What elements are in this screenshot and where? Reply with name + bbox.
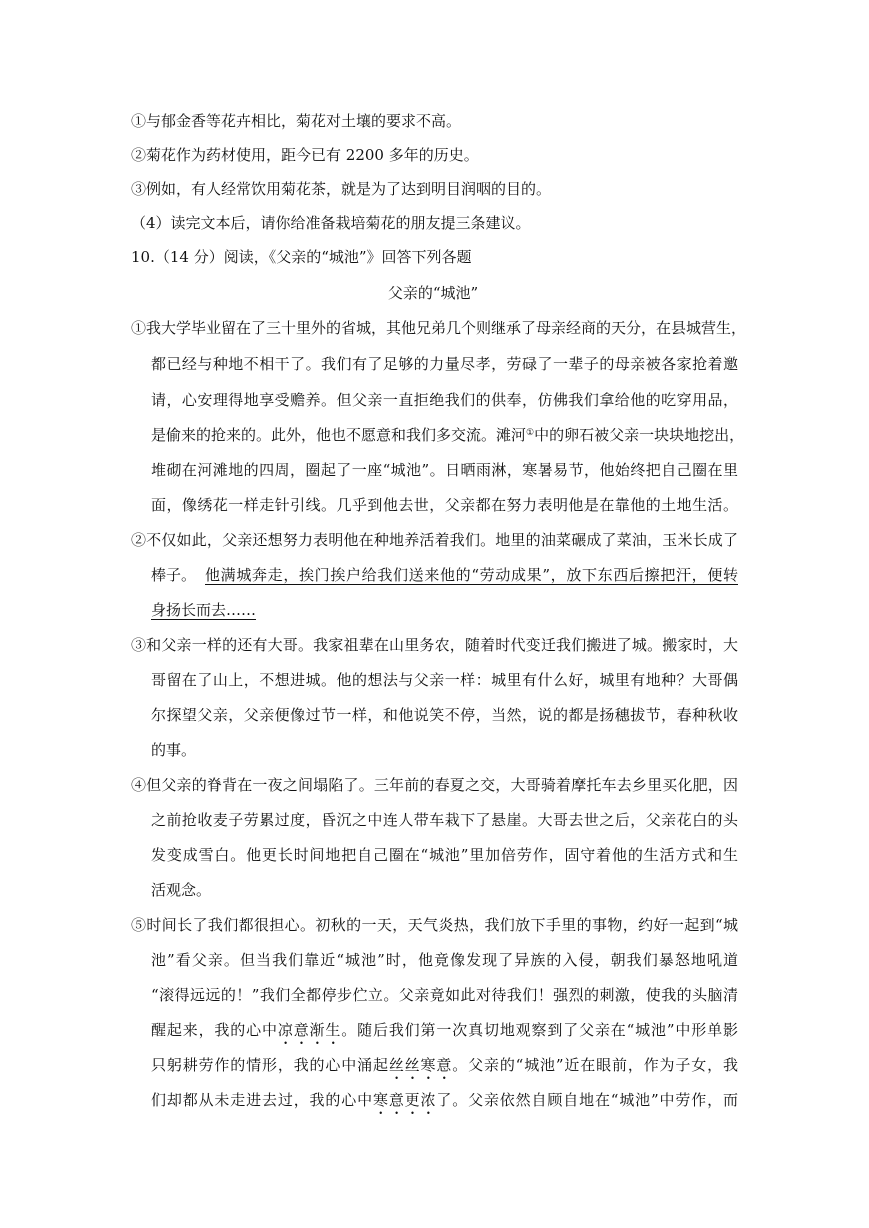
- paragraph-2-line: ②不仅如此，父亲还想努力表明他在种地养活着我们。地里的油菜碾成了菜油，玉米长成了: [131, 531, 738, 549]
- underlined-sentence: 身扬长而去……: [151, 601, 257, 619]
- paragraph-3-line: ③和父亲一样的还有大哥。我家祖辈在山里务农，随着时代变迁我们搬进了城。搬家时，大: [131, 636, 738, 654]
- article-title: 父亲的“城池”: [387, 284, 479, 302]
- paragraph-1-line: 都已经与种地不相干了。我们有了足够的力量尽孝，劳碌了一辈子的母亲被各家抢着邀: [151, 355, 738, 373]
- paragraph-5-line: 池”看父亲。但当我们靠近“城池”时，他竟像发现了异族的入侵，朝我们暴怒地吼道: [151, 951, 738, 969]
- paragraph-5-text: 们却都从未走进去过，我的心中: [151, 1091, 373, 1109]
- paragraph-4-line: 发变成雪白。他更长时间地把自己圈在“城池”里加倍劳作，固守着他的生活方式和生: [151, 846, 738, 864]
- paragraph-1-line: 堆砌在河滩地的四周，圈起了一座“城池”。日晒雨淋，寒暑易节，他始终把自己圈在里: [151, 461, 738, 479]
- dotted-phrase: 丝丝寒意: [388, 1056, 453, 1074]
- footnote-marker: ①: [526, 428, 535, 438]
- option-3: ③例如，有人经常饮用菊花茶，就是为了达到明目润咽的目的。: [131, 180, 552, 198]
- paragraph-1-text: 中的卵石被父亲一块块地挖出，: [534, 426, 745, 444]
- dotted-phrase: 凉意渐生: [277, 1021, 342, 1039]
- paragraph-2-text: 棒子。: [151, 566, 197, 584]
- paragraph-3-line: 尔探望父亲，父亲便像过节一样，和他说笑不停，当然，说的都是扬穗拔节，春种秋收: [151, 706, 738, 724]
- paragraph-5-line: [151, 1020, 738, 1048]
- paragraph-3-line: 的事。: [151, 741, 197, 759]
- paragraph-5-text: 。父亲的“城池”近在眼前，作为子女，我: [452, 1056, 738, 1074]
- question-10: 10.（14 分）阅读，《父亲的“城池”》回答下列各题: [131, 248, 472, 266]
- paragraph-1-line: ①我大学毕业留在了三十里外的省城，其他兄弟几个则继承了母亲经商的天分，在县城营生，: [131, 319, 747, 337]
- paragraph-5-line: ⑤时间长了我们都很担心。初秋的一天，天气炎热，我们放下手里的事物，约好一起到“城: [131, 916, 738, 934]
- paragraph-4-line: 之前抢收麦子劳累过度，昏沉之中连人带车栽下了悬崖。大哥去世之后，父亲花白的头: [151, 811, 738, 829]
- paragraph-4-line: 活观念。: [151, 881, 212, 899]
- question-4: （4）读完文本后，请你给准备栽培菊花的朋友提三条建议。: [131, 214, 531, 232]
- paragraph-1-line: 面，像绣花一样走针引线。几乎到他去世，父亲都在努力表明他是在靠他的土地生活。: [151, 496, 738, 514]
- paragraph-5-text: 醒起来，我的心中: [151, 1021, 278, 1039]
- paragraph-5-line: [151, 1055, 738, 1083]
- option-2: ②菊花作为药材使用，距今已有 2200 多年的历史。: [131, 146, 479, 164]
- paragraph-2-line: [151, 565, 738, 585]
- paragraph-1-line: [151, 425, 745, 445]
- paragraph-5-line: [151, 1090, 738, 1118]
- paragraph-4-line: ④但父亲的脊背在一夜之间塌陷了。三年前的春夏之交，大哥骑着摩托车去乡里买化肥，因: [131, 776, 738, 794]
- paragraph-5-text: 了。父亲依然自顾自地在“城池”中劳作，而: [436, 1091, 738, 1109]
- dotted-phrase: 寒意更浓: [372, 1091, 437, 1109]
- underlined-sentence: 他满城奔走，挨门挨户给我们送来他的“劳动成果”，放下东西后擦把汗，便转: [205, 566, 738, 584]
- paragraph-3-line: 哥留在了山上，不想进城。他的想法与父亲一样：城里有什么好，城里有地种？大哥偶: [151, 671, 738, 689]
- paragraph-5-text: 只躬耕劳作的情形，我的心中涌起: [151, 1056, 389, 1074]
- paragraph-1-text: 是偷来的抢来的。此外，他也不愿意和我们多交流。滩河: [151, 426, 527, 444]
- option-1: ①与郁金香等花卉相比，菊花对土壤的要求不高。: [131, 112, 462, 130]
- paragraph-5-line: “滚得远远的！”我们全都停步伫立。父亲竟如此对待我们！强烈的刺激，使我的头脑清: [151, 986, 738, 1004]
- paragraph-5-text: 。随后我们第一次真切地观察到了父亲在“城池”中形单影: [341, 1021, 738, 1039]
- paragraph-1-line: 请，心安理得地享受赡养。但父亲一直拒绝我们的供奉，仿佛我们拿给他的吃穿用品，: [151, 391, 738, 409]
